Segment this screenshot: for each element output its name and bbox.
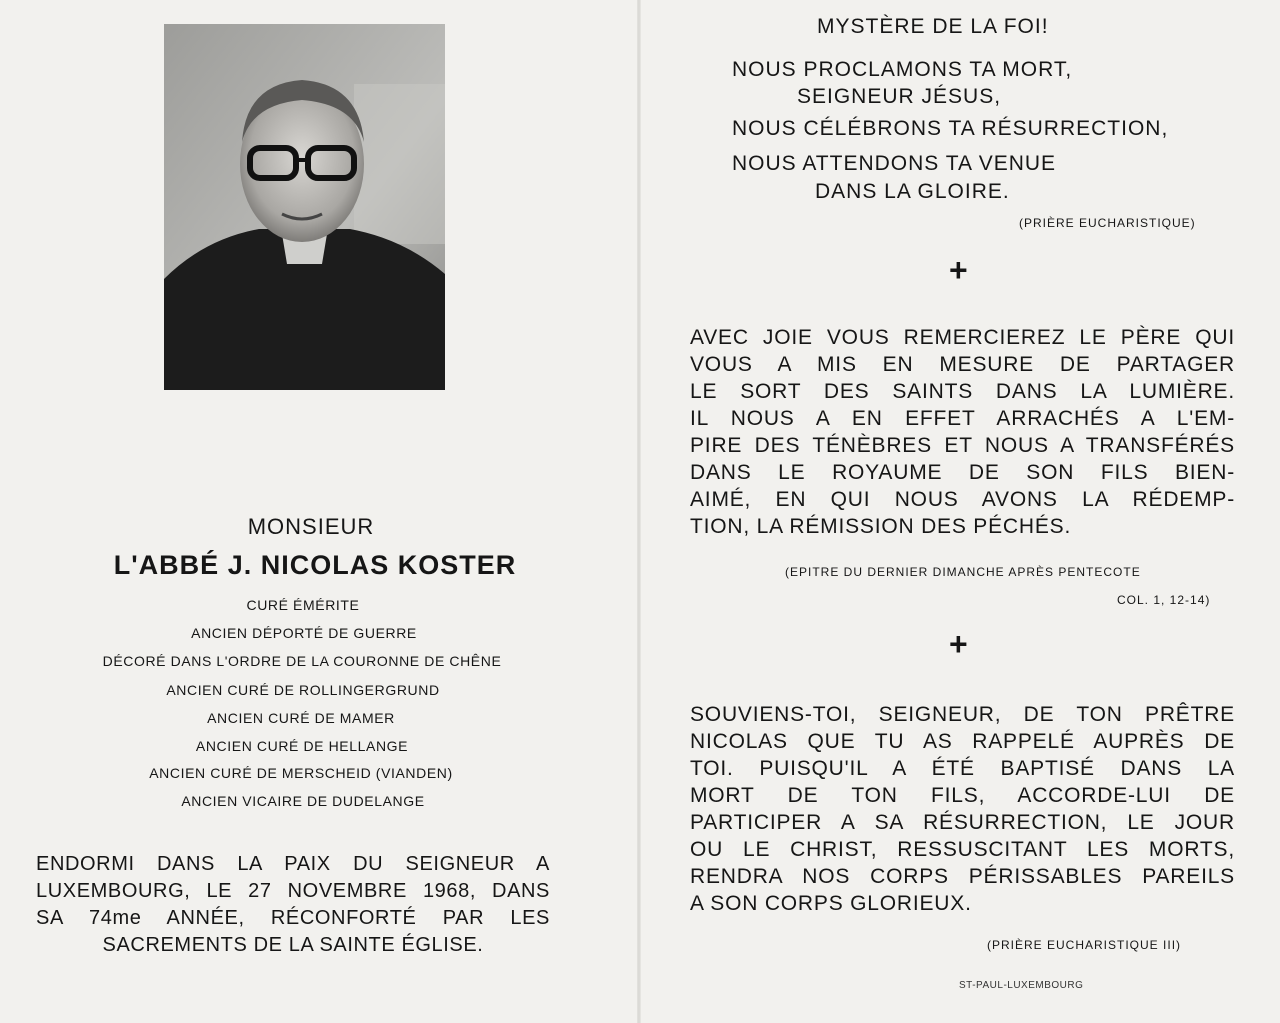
epistle-line: AIMÉ, EN QUI NOUS AVONS LA RÉDEMP- — [690, 488, 1235, 511]
prayer-line: MORT DE TON FILS, ACCORDE-LUI DE — [690, 784, 1235, 807]
printer-imprint: ST-PAUL-LUXEMBOURG — [959, 980, 1084, 991]
prayer-text — [690, 701, 1235, 917]
left-panel — [0, 0, 630, 1023]
epistle-line: AVEC JOIE VOUS REMERCIEREZ LE PÈRE QUI — [690, 326, 1235, 349]
prayer-line: PARTICIPER A SA RÉSURRECTION, LE JOUR — [690, 811, 1235, 834]
acclamation-line: NOUS PROCLAMONS TA MORT, — [732, 58, 1073, 81]
prayer-line: RENDRA NOS CORPS PÉRISSABLES PAREILS — [690, 865, 1235, 888]
prayer-line: TOI. PUISQU'IL A ÉTÉ BAPTISÉ DANS LA — [690, 757, 1235, 780]
epistle-line: LE SORT DES SAINTS DANS LA LUMIÈRE. — [690, 380, 1235, 403]
acclamation-heading: MYSTÈRE DE LA FOI! — [817, 15, 1049, 38]
death-notice-line: SACREMENTS DE LA SAINTE ÉGLISE. — [102, 934, 484, 956]
citation: (PRIÈRE EUCHARISTIQUE) — [1019, 216, 1196, 230]
prayer-line: OU LE CHRIST, RESSUSCITANT LES MORTS, — [690, 838, 1235, 861]
prayer-line: A SON CORPS GLORIEUX. — [690, 892, 972, 915]
title-line: ANCIEN DÉPORTÉ DE GUERRE — [191, 625, 417, 641]
title-line: CURÉ ÉMÉRITE — [246, 597, 360, 613]
death-notice-line: SA 74me ANNÉE, RÉCONFORTÉ PAR LES — [36, 907, 550, 929]
title-line: ANCIEN CURÉ DE ROLLINGERGRUND — [166, 682, 440, 698]
acclamation-line: DANS LA GLOIRE. — [815, 180, 1010, 203]
title-line: ANCIEN CURÉ DE HELLANGE — [195, 738, 409, 754]
prayer-line: SOUVIENS-TOI, SEIGNEUR, DE TON PRÊTRE — [690, 703, 1235, 726]
acclamation-line: SEIGNEUR JÉSUS, — [797, 85, 1002, 108]
citation-reference: COL. 1, 12-14) — [1117, 593, 1211, 607]
cross-separator: + — [949, 626, 968, 662]
title-line: ANCIEN CURÉ DE MERSCHEID (VIANDEN) — [149, 765, 453, 781]
deceased-name: L'ABBÉ J. NICOLAS KOSTER — [113, 550, 517, 580]
title-line: ANCIEN CURÉ DE MAMER — [207, 710, 395, 726]
epistle-text — [690, 324, 1235, 540]
acclamation-line: NOUS CÉLÉBRONS TA RÉSURRECTION, — [732, 117, 1169, 140]
salutation: MONSIEUR — [247, 514, 375, 539]
title-line: DÉCORÉ DANS L'ORDRE DE LA COURONNE DE CHÊNE — [102, 653, 502, 669]
portrait-photo — [164, 24, 445, 390]
epistle-line: PIRE DES TÉNÈBRES ET NOUS A TRANSFÉRÉS — [690, 434, 1235, 457]
epistle-line: TION, LA RÉMISSION DES PÉCHÉS. — [690, 515, 1072, 538]
death-notice — [36, 851, 550, 959]
death-notice-line: LUXEMBOURG, LE 27 NOVEMBRE 1968, DANS — [36, 880, 550, 902]
citation: (EPITRE DU DERNIER DIMANCHE APRÈS PENTECOTE — [785, 565, 1141, 579]
epistle-line: IL NOUS A EN EFFET ARRACHÉS A L'EM- — [690, 407, 1235, 430]
death-notice-line: ENDORMI DANS LA PAIX DU SEIGNEUR A — [36, 853, 550, 875]
title-line: ANCIEN VICAIRE DE DUDELANGE — [181, 793, 425, 809]
acclamation-line: NOUS ATTENDONS TA VENUE — [732, 152, 1057, 175]
center-fold — [637, 0, 641, 1023]
epistle-line: VOUS A MIS EN MESURE DE PARTAGER — [690, 353, 1235, 376]
prayer-line: NICOLAS QUE TU AS RAPPELÉ AUPRÈS DE — [690, 730, 1235, 753]
citation: (PRIÈRE EUCHARISTIQUE III) — [987, 938, 1182, 952]
epistle-line: DANS LE ROYAUME DE SON FILS BIEN- — [690, 461, 1235, 484]
cross-separator: + — [949, 252, 968, 288]
right-panel — [645, 0, 1280, 1023]
